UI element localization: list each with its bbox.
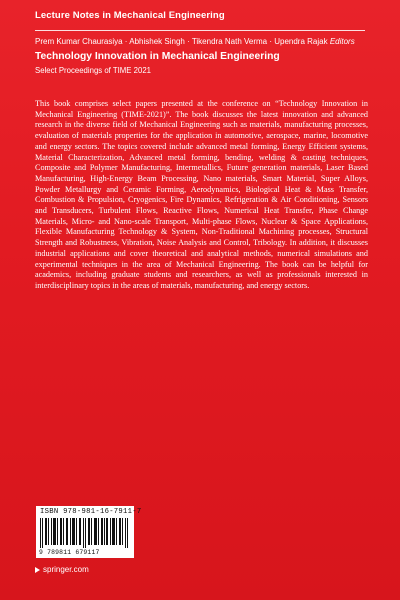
editors-role: Editors xyxy=(329,37,355,46)
barcode-block xyxy=(36,506,142,558)
header-divider xyxy=(35,30,365,31)
book-title: Technology Innovation in Mechanical Engineering xyxy=(35,51,280,62)
back-cover-blurb: This book comprises select papers presented at the conference on “Technology Innovation in Mechanical Engineering (TIME-2021)”. The book discusses the latest innovation and advanced research in the diverse field of Mechanical Engineering such as materials, manufacturing processes, evaluation of materials properties for the application in automotive, aerospace, marine, locomotive and energy sectors. The topics covered include advanced metal forming, Energy Efficient systems, Material Characterization, Advanced metal forming, bending, welding & casting techniques, Composite and Polymer Manufacturing, Intermetallics, Future generation materials, Laser Based Manufacturing, High-Energy Beam Processing, Nano materials, Smart Material, Super Alloys, Powder Metallurgy and Ceramic Forming, Aerodynamics, Biological Heat & Mass Transfer, Combustion & Propulsion, Cryogenics, Fire Dynamics, Refrigeration & Air Conditioning, Sensors and Transducers, Turbulent Flows, Reactive Flows, Numerical Heat Transfer, Phase Change Materials, Micro- and Nano-scale Transport, Multi-phase Flows, Nuclear & Space Applications, Flexible Manufacturing Technology & System, Non-Traditional Machining processes, Structural Strength and Robustness, Vibration, Noise Analysis and Control, Tribology. In addition, it discusses industrial applications and cover theoretical and analytical methods, numerical simulations and experimental techniques in the area of Mechanical Engineering. The book can be helpful for academics, including graduate students and researchers, as well as professionals interested in interdisciplinary topics in the areas of materials, manufacturing, and energy sectors. xyxy=(35,99,368,290)
isbn-text: ISBN 978-981-16-7911-7 xyxy=(40,508,142,516)
barcode-icon xyxy=(40,518,130,548)
editor-names: Prem Kumar Chaurasiya · Abhishek Singh · Tikendra Nath Verma · Upendra Rajak xyxy=(35,37,328,46)
series-title: Lecture Notes in Mechanical Engineering xyxy=(35,10,225,21)
book-subtitle: Select Proceedings of TIME 2021 xyxy=(35,66,152,75)
arrow-right-icon xyxy=(35,567,40,573)
publisher-website[interactable]: springer.com xyxy=(43,565,89,574)
barcode-number: 9 789811 679117 xyxy=(39,549,100,556)
publisher-link[interactable] xyxy=(35,565,89,574)
editors-line xyxy=(35,37,375,46)
